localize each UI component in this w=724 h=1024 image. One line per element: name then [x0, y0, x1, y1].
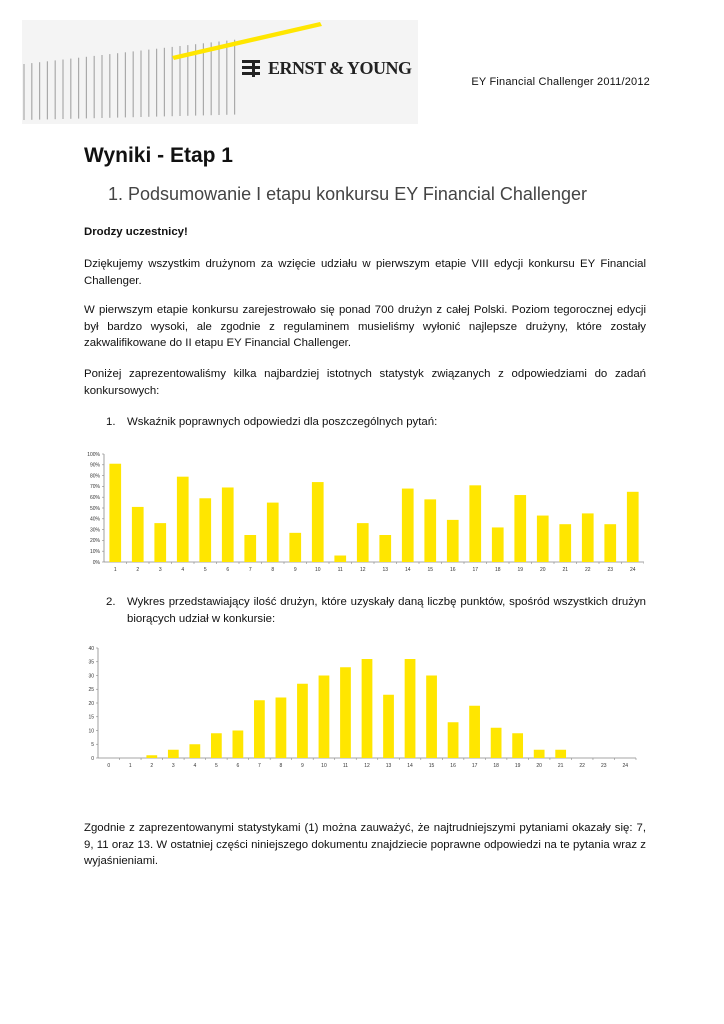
bar [211, 733, 222, 758]
bar [447, 520, 459, 562]
bar [514, 495, 526, 562]
bar [254, 700, 265, 758]
section-heading [108, 184, 587, 205]
x-tick-label: 21 [557, 763, 564, 768]
x-tick-label: 16 [450, 763, 456, 768]
bar [312, 482, 324, 562]
y-tick-label: 25 [88, 687, 94, 694]
y-tick-label: 30% [89, 527, 100, 534]
bar [537, 516, 549, 562]
y-tick-label: 0 [91, 755, 94, 762]
bar [512, 733, 523, 758]
document-label: EY Financial Challenger 2011/2012 [471, 76, 650, 88]
x-tick-label: 0 [107, 763, 111, 768]
bar [154, 523, 166, 562]
x-tick-label: 11 [337, 567, 343, 573]
y-tick-label: 80% [89, 473, 100, 480]
y-tick-label: 20% [89, 538, 100, 545]
x-tick-label: 6 [226, 567, 230, 573]
bar [267, 503, 279, 562]
bar [233, 731, 244, 759]
paragraph-thanks: Dziękujemy wszystkim drużynom za wzięcie udziału w pierwszym etapie VIII edycji konkursu EY Financial Challenger. [84, 258, 646, 287]
y-tick-label: 100% [87, 451, 100, 458]
bar [379, 535, 391, 562]
y-tick-label: 10% [89, 549, 100, 555]
x-tick-label: 22 [579, 763, 585, 768]
bar [146, 755, 157, 758]
x-tick-label: 2 [136, 567, 140, 573]
chart-points-distribution [84, 642, 644, 768]
list-number: 1. [106, 416, 116, 428]
x-tick-label: 18 [493, 763, 499, 768]
x-tick-label: 3 [158, 567, 162, 573]
bar [340, 667, 351, 758]
bar [426, 676, 437, 759]
bar [357, 523, 369, 562]
x-tick-label: 7 [248, 567, 252, 573]
x-tick-label: 19 [514, 763, 521, 768]
x-tick-label: 5 [203, 567, 207, 573]
x-tick-label: 1 [113, 567, 117, 573]
x-tick-label: 20 [539, 567, 546, 573]
chart-correct-answers [84, 446, 644, 576]
x-tick-label: 23 [607, 567, 614, 573]
paragraph-registration: W pierwszym etapie konkursu zarejestrowało się ponad 700 drużyn z całej Polski. Poziom tegorocznej edycji był bardzo wysoki, ale zgodnie z regulaminem musieliśmy wyłonić najlepsze drużyny, które zostały zakwalifikowane do II etapu EY Financial Challenger. [84, 304, 646, 349]
x-tick-label: 9 [301, 763, 304, 768]
x-tick-label: 19 [517, 567, 524, 573]
y-tick-label: 90% [89, 462, 100, 469]
x-tick-label: 10 [321, 763, 327, 768]
bar [604, 524, 616, 562]
y-tick-label: 10 [88, 728, 94, 735]
x-tick-label: 2 [150, 763, 154, 768]
x-tick-label: 5 [214, 763, 218, 768]
bar [276, 698, 287, 759]
bar [405, 659, 416, 758]
x-tick-label: 14 [404, 567, 411, 573]
x-tick-label: 13 [385, 763, 392, 768]
y-tick-label: 20 [88, 700, 94, 707]
bar [448, 722, 459, 758]
x-tick-label: 13 [382, 567, 389, 573]
x-tick-label: 3 [171, 763, 175, 768]
logo-text: ERNST & YOUNG [268, 58, 412, 78]
y-tick-label: 40% [89, 516, 100, 523]
list-item-1 [106, 414, 646, 431]
bar [492, 527, 504, 562]
y-tick-label: 50% [89, 505, 100, 512]
x-tick-label: 4 [193, 763, 197, 768]
bar [402, 489, 414, 562]
x-tick-label: 10 [314, 567, 321, 573]
x-tick-label: 15 [428, 763, 435, 768]
bar [289, 533, 301, 562]
bar [189, 744, 200, 758]
x-tick-label: 11 [342, 763, 349, 768]
x-tick-label: 1 [128, 763, 132, 768]
list-text: Wykres przedstawiający ilość drużyn, które uzyskały daną liczbę punktów, spośród wszystkich drużyn biorących udział w konkursie: [127, 596, 646, 625]
y-tick-label: 30 [88, 673, 94, 680]
x-tick-label: 16 [449, 567, 456, 573]
x-tick-label: 14 [407, 763, 413, 768]
list-text: Wskaźnik poprawnych odpowiedzi dla poszczególnych pytań: [127, 416, 438, 428]
bar [109, 464, 121, 562]
paragraph-statistics: Poniżej zaprezentowaliśmy kilka najbardziej istotnych statystyk związanych z odpowiedziami do zadań konkursowych: [84, 368, 646, 397]
list-item-2 [106, 594, 646, 627]
bar [534, 750, 545, 758]
page-title: Wyniki - Etap 1 [84, 144, 233, 167]
bar [555, 750, 566, 758]
bar [582, 513, 594, 562]
paragraph-conclusion: Zgodnie z zaprezentowanymi statystykami (1) można zauważyć, że najtrudniejszymi pytaniami okazały się: 7, 9, 11 oraz 13. W ostatniej części niniejszego dokumentu znajdziecie poprawne odpowiedzi na te pytania wraz z wyjaśnieniami. [84, 822, 646, 867]
list-number: 2. [106, 596, 116, 608]
bar [362, 659, 373, 758]
x-tick-label: 17 [472, 567, 479, 573]
bar [199, 498, 211, 562]
bar [177, 477, 189, 562]
x-tick-label: 9 [293, 567, 297, 573]
ey-logo [22, 20, 418, 124]
x-tick-label: 7 [258, 763, 261, 768]
y-tick-label: 60% [89, 495, 100, 501]
x-tick-label: 21 [562, 567, 569, 573]
x-tick-label: 12 [359, 567, 366, 573]
x-tick-label: 22 [584, 567, 591, 573]
bar [168, 750, 179, 758]
y-tick-label: 15 [88, 714, 94, 721]
section-number: 1. [108, 184, 124, 204]
bar [334, 556, 346, 562]
x-tick-label: 23 [600, 763, 607, 768]
bar [469, 485, 481, 562]
x-tick-label: 18 [494, 567, 501, 573]
bar [491, 728, 502, 758]
bar [222, 487, 234, 562]
x-tick-label: 12 [364, 763, 370, 768]
x-tick-label: 20 [536, 763, 542, 768]
bar [297, 684, 308, 758]
x-tick-label: 24 [629, 567, 636, 573]
bar [559, 524, 571, 562]
bar [244, 535, 256, 562]
x-tick-label: 17 [471, 763, 478, 768]
x-tick-label: 8 [271, 567, 275, 573]
x-tick-label: 8 [279, 763, 283, 768]
y-tick-label: 40 [88, 645, 94, 652]
bar [383, 695, 394, 758]
x-tick-label: 24 [622, 763, 629, 768]
section-title: Podsumowanie I etapu konkursu EY Financial Challenger [128, 184, 587, 204]
bar [319, 676, 330, 759]
y-tick-label: 5 [91, 742, 94, 749]
x-tick-label: 6 [236, 763, 240, 768]
bar [627, 492, 639, 562]
bar [132, 507, 144, 562]
bar [424, 499, 436, 562]
x-tick-label: 15 [427, 567, 434, 573]
y-tick-label: 0% [92, 559, 100, 566]
y-tick-label: 70% [89, 484, 100, 491]
bar [469, 706, 480, 758]
x-tick-label: 4 [181, 567, 185, 573]
greeting: Drodzy uczestnicy! [84, 226, 188, 238]
y-tick-label: 35 [88, 659, 94, 666]
